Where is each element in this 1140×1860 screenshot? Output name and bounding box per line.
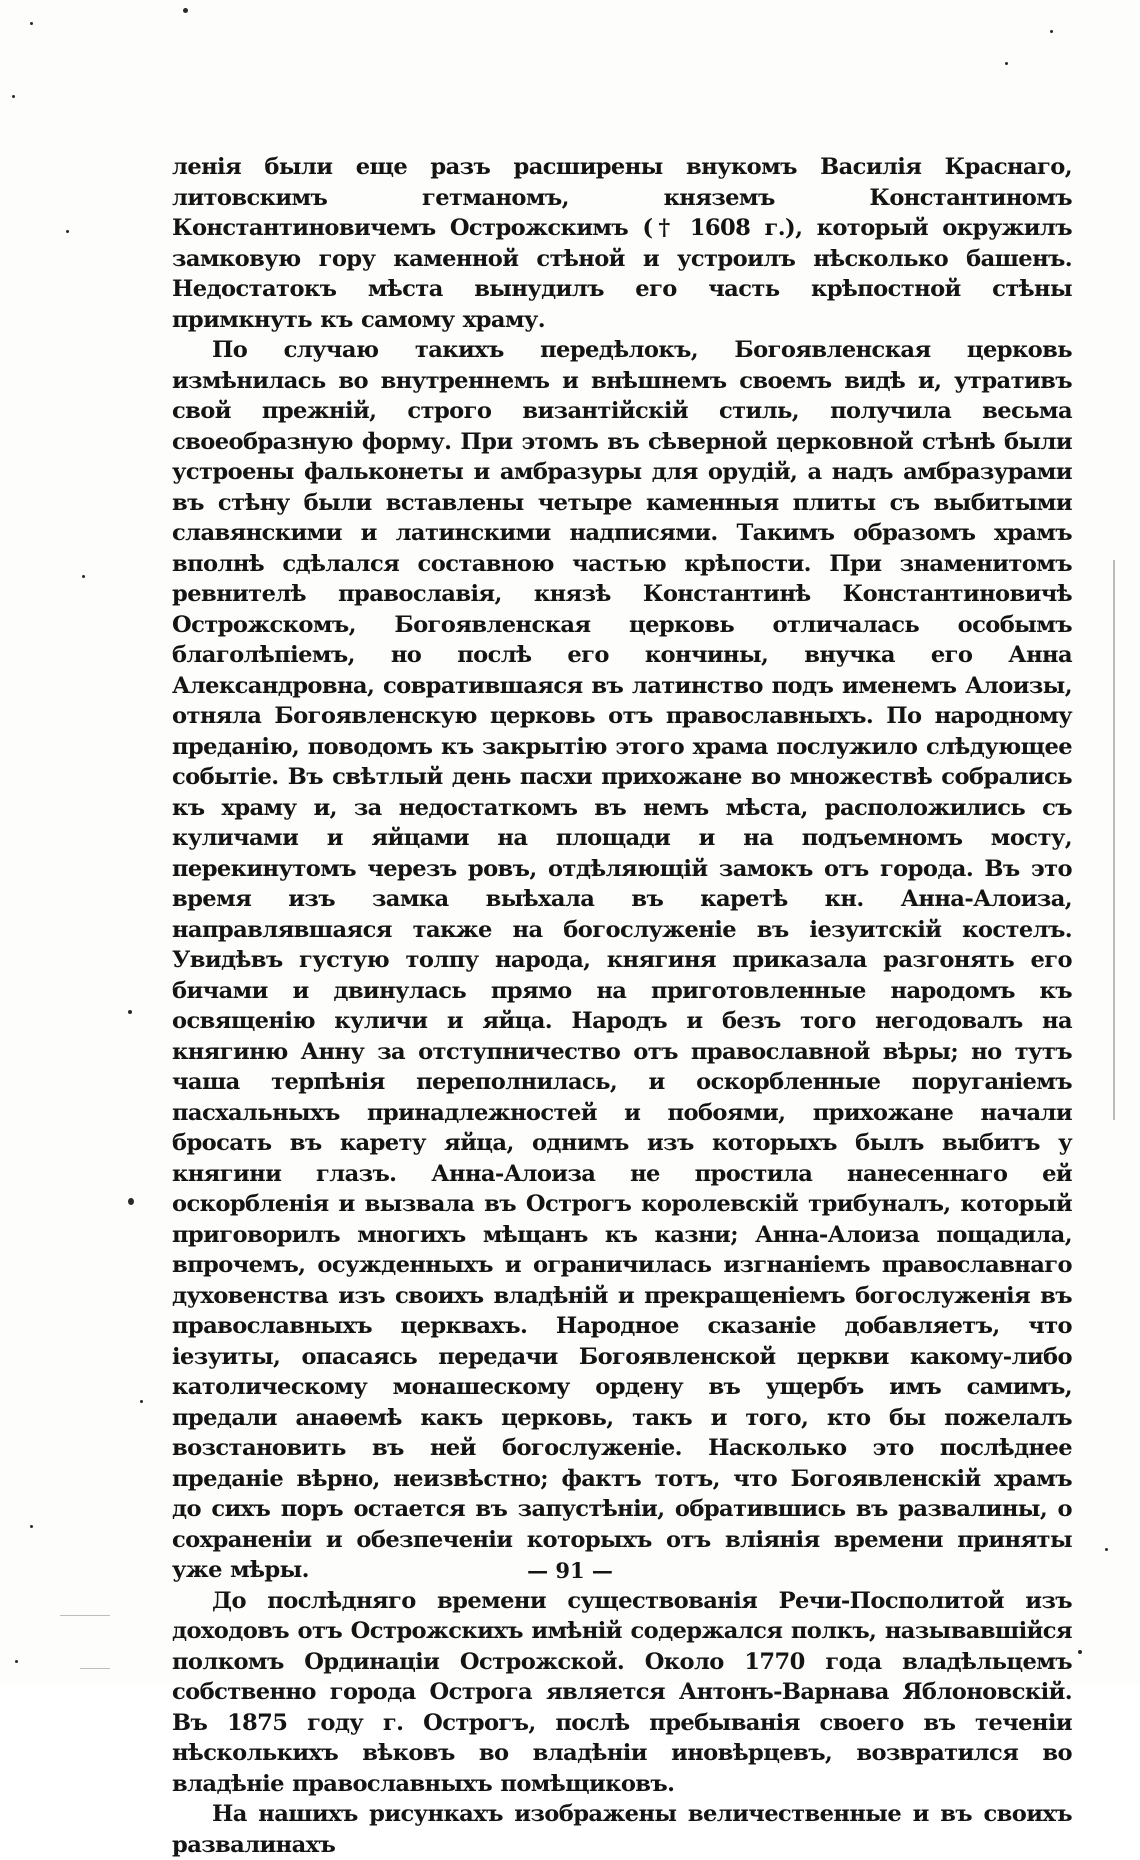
- scan-speck: [1005, 62, 1008, 65]
- scan-speck: [30, 1525, 33, 1528]
- paragraph-ostrog-regiment: До послѣдняго времени существованія Речи-Посполитой изъ доходовъ отъ Острожскихъ имѣній содержался полкъ, называвшійся полкомъ Ординаціи Острожской. Около 1770 года владѣльцемъ собственно города Острога является Антонъ-Варнава Яблоновскій. Въ 1875 году г. Острогъ, послѣ пребыванія своего въ теченіи нѣсколькихъ вѣковъ во владѣніи иновѣрцевъ, возвратился во владѣніе православныхъ помѣщиковъ.: [172, 1587, 1072, 1797]
- paragraph-church-history: По случаю такихъ передѣлокъ, Богоявленская церковь измѣнилась во внутреннемъ и внѣшнемъ своемъ видѣ и, утративъ свой прежній, строго византійскій стиль, получила весьма своеобразную форму. При этомъ въ сѣверной церковной стѣнѣ были устроены фальконеты и амбразуры для орудій, а надъ амбразурами въ стѣну были вставлены четыре каменныя плиты съ выбитыми славянскими и латинскими надписями. Такимъ образомъ храмъ вполнѣ сдѣлался составною частью крѣпости. При знаменитомъ ревнителѣ православія, князѣ Константинѣ Константиновичѣ Острожскомъ, Богоявленская церковь отличалась особымъ благолѣпіемъ, но послѣ его кончины, внучка его Анна Александровна, совратившаяся въ латинство подъ именемъ Алоизы, отняла Богоявленскую церковь отъ православныхъ. По народному преданію, поводомъ къ закрытію этого храма послужило слѣдующее событіе. Въ свѣтлый день пасхи прихожане во множествѣ собрались къ храму и, за недостаткомъ въ немъ мѣста, расположились съ куличами и яйцами на площади и на подъемномъ мосту, перекинутомъ черезъ ровъ, отдѣляющій замокъ отъ города. Въ это время изъ замка выѣхала въ каретѣ кн. Анна-Алоиза, направлявшаяся также на богослуженіе въ іезуитскій костелъ. Увидѣвъ густую толпу народа, княгиня приказала разгонять его бичами и двинулась прямо на приготовленные народомъ къ освященію куличи и яйца. Народъ и безъ того негодовалъ на княгиню Анну за отступничество отъ православной вѣры; но тутъ чаша терпѣнія переполнилась, и оскорбленные поруганіемъ пасхальныхъ принадлежностей и побоями, прихожане начали бросать въ карету яйца, однимъ изъ которыхъ былъ выбитъ у княгини глазъ. Анна-Алоиза не простила нанесеннаго ей оскорбленія и вызвала въ Острогъ королевскій трибуналъ, который приговорилъ многихъ мѣщанъ къ казни; Анна-Алоиза пощадила, впрочемъ, осужденныхъ и ограничилась изгнаніемъ православнаго духовенства изъ своихъ владѣній и прекращеніемъ богослуженія въ православныхъ церквахъ. Народное сказаніе добавляетъ, что іезуиты, опасаясь передачи Богоявленской церкви какому-либо католическому монашескому ордену въ ущербъ имъ самимъ, предали анаѳемѣ какъ церковь, такъ и того, кто бы пожелалъ возстановить въ ней богослуженіе. Насколько это послѣднее преданіе вѣрно, неизвѣстно; фактъ тотъ, что Богоявленскій храмъ до сихъ поръ остается въ запустѣніи, обратившись въ развалины, о сохраненіи и обезпеченіи которыхъ отъ вліянія времени приняты уже мѣры.: [172, 337, 1072, 1583]
- scan-edge-line: [60, 1615, 110, 1616]
- page-number: — 91 —: [527, 1558, 613, 1583]
- scan-speck: [1078, 1650, 1082, 1654]
- scan-speck: [1105, 1548, 1108, 1551]
- scan-speck: [12, 95, 15, 98]
- scan-speck: [82, 575, 85, 578]
- scan-speck: [128, 1010, 132, 1014]
- scan-edge-line: [1113, 560, 1115, 1120]
- scan-speck: [1050, 30, 1053, 33]
- scan-speck: [30, 22, 33, 25]
- scan-speck: [140, 1400, 143, 1403]
- scan-speck: [15, 1660, 18, 1663]
- scan-speck: [183, 8, 188, 13]
- body-text: [172, 152, 1072, 1860]
- paragraph-continuation: ленія были еще разъ расширены внукомъ Василія Краснаго, литовскимъ гетманомъ, княземъ Константиномъ Константиновичемъ Острожскимъ († 1608 г.), который окружилъ замковую гору каменной стѣной и устроилъ нѣсколько башенъ. Недостатокъ мѣста вынудилъ его часть крѣпостной стѣны примкнуть къ самому храму.: [172, 154, 1072, 333]
- paragraph-illustrations: На нашихъ рисункахъ изображены величественные и въ своихъ развалинахъ: [172, 1801, 1072, 1858]
- scan-speck: [128, 1198, 134, 1205]
- scan-speck: [66, 230, 69, 233]
- scan-edge-line: [80, 1668, 110, 1669]
